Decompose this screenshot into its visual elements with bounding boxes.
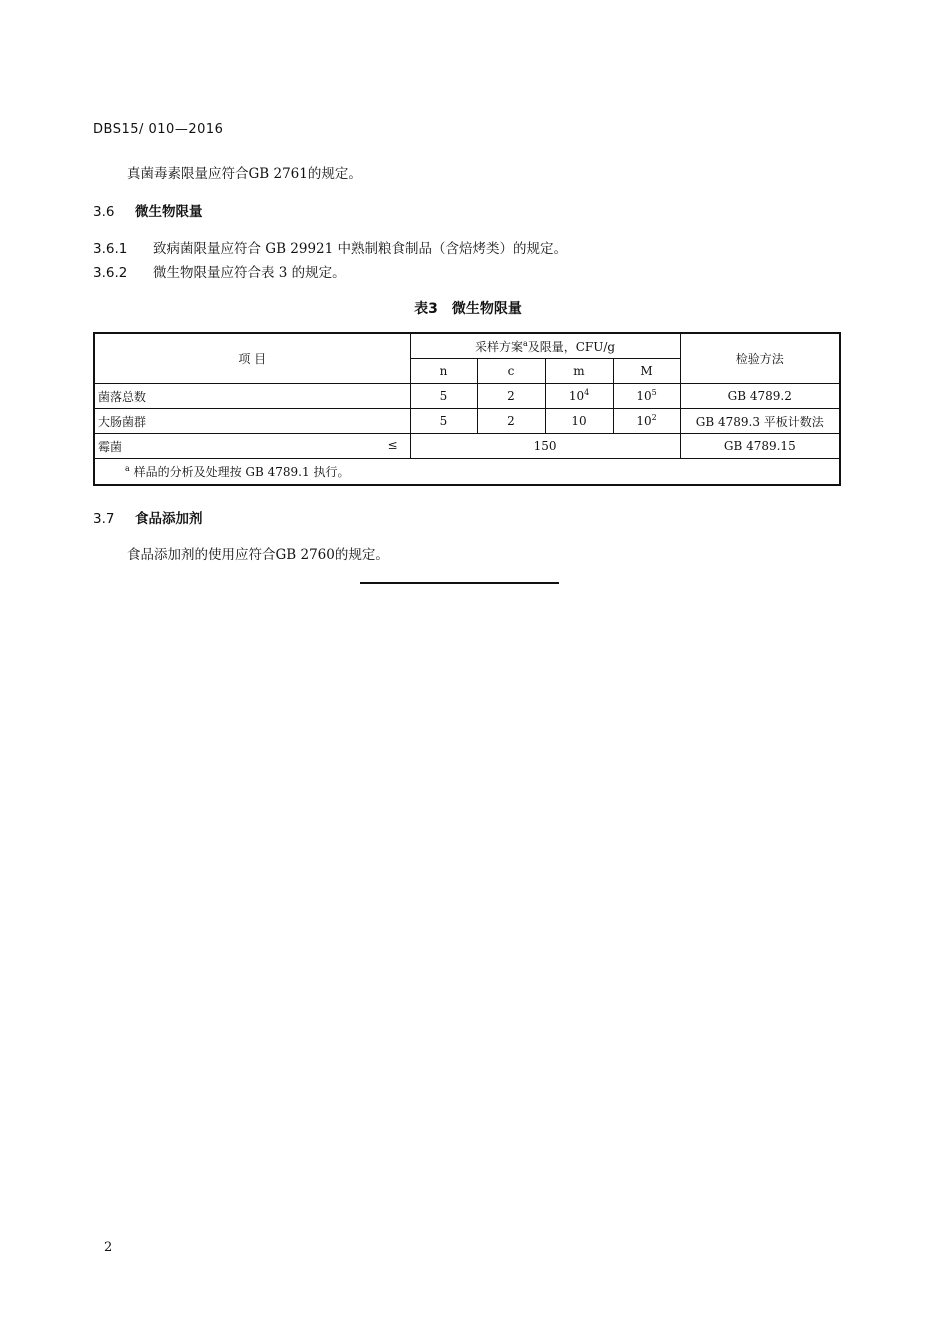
header-M: M [613,359,680,384]
row-c: 2 [477,384,545,409]
row-n: 5 [410,384,477,409]
table-row [94,434,840,459]
page-number: 2 [104,1240,113,1255]
row-item: 大肠菌群 [94,409,410,434]
header-c: c [477,359,545,384]
row-M: $10^2$ [613,409,680,434]
row-M: $10^5$ [613,384,680,409]
header-item: 项 目 [94,333,410,384]
clause-number: 3.6.1 [93,241,128,257]
table-caption-title: 微生物限量 [451,301,522,317]
header-test-method: 检验方法 [680,333,840,384]
microbial-limits-table [93,332,841,486]
table-caption-number: 表3 [414,301,438,317]
row-c: 2 [477,409,545,434]
row-m: $10^4$ [545,384,613,409]
additive-paragraph: 食品添加剂的使用应符合GB 2760的规定。 [127,547,389,563]
clause-3-6-2 [93,261,346,281]
table-caption [0,298,950,318]
document-code: DBS15/ 010—2016 [93,122,224,137]
table-footnote: $^a$ 样品的分析及处理按 GB 4789.1 执行。 [94,459,840,486]
row-method: GB 4789.15 [680,434,840,459]
row-n: 5 [410,409,477,434]
header-sampling-plan: 采样方案$^a$及限量，CFU/g [410,333,680,359]
section-title: 微生物限量 [135,204,203,220]
row-method: GB 4789.2 [680,384,840,409]
clause-text: 微生物限量应符合表 3 的规定。 [153,265,346,281]
section-number: 3.6 [93,204,115,220]
row-item: 霉菌 ≤ [94,434,410,459]
section-3-6-heading [93,200,203,220]
clause-number: 3.6.2 [93,265,128,281]
end-rule [360,582,559,584]
section-title: 食品添加剂 [135,511,203,527]
clause-3-6-1 [93,237,567,257]
clause-text: 致病菌限量应符合 GB 29921 中熟制粮食制品（含焙烤类）的规定。 [153,241,568,257]
row-method: GB 4789.3 平板计数法 [680,409,840,434]
table-row [94,384,840,409]
header-n: n [410,359,477,384]
section-3-7-heading [93,507,203,527]
section-number: 3.7 [93,511,115,527]
header-m: m [545,359,613,384]
table-row [94,409,840,434]
row-m: 10 [545,409,613,434]
row-limit-value: 150 [410,434,680,459]
less-equal-symbol: ≤ [387,437,398,452]
mycotoxin-paragraph: 真菌毒素限量应符合GB 2761的规定。 [127,166,362,182]
row-item: 菌落总数 [94,384,410,409]
